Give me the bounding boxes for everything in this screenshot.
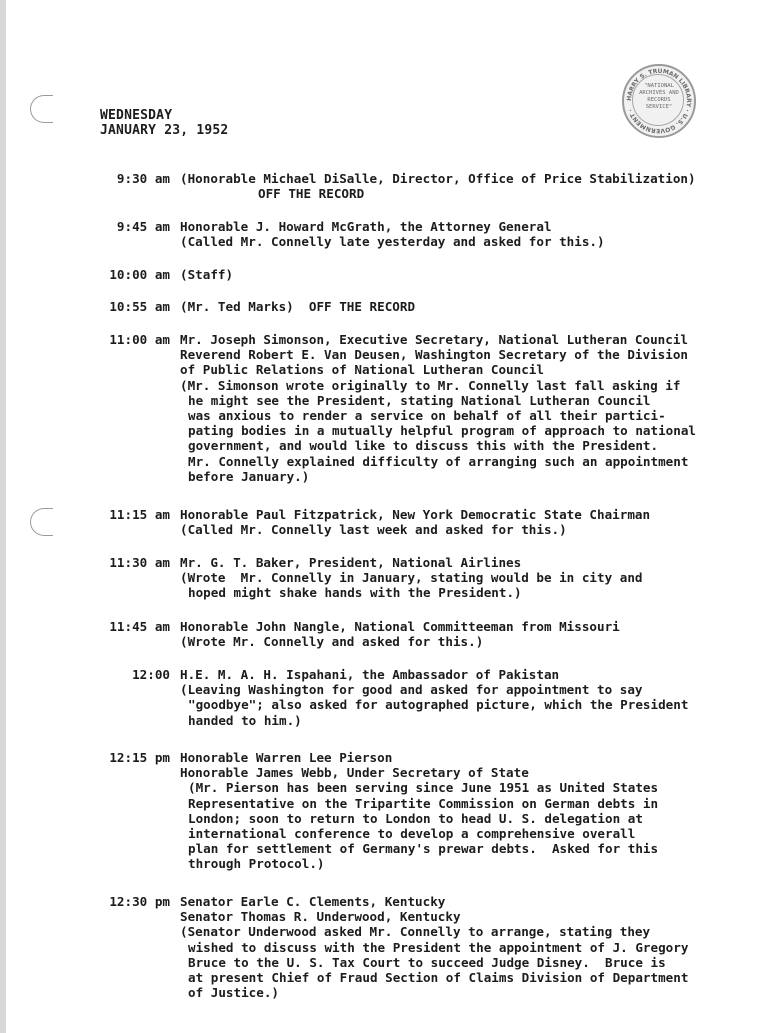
- entry-line: Mr. Connelly explained difficulty of arranging such an appointment: [188, 453, 689, 469]
- entry-line: (Staff): [180, 267, 234, 282]
- entry-line: (Wrote Mr. Connelly and asked for this.): [180, 634, 484, 650]
- entry-time: 9:45 am: [116, 219, 170, 234]
- page-edge: [0, 0, 6, 1033]
- entry-time: 9:30 am: [116, 171, 170, 186]
- entry-line: Mr. Joseph Simonson, Executive Secretary, National Lutheran Council: [180, 332, 688, 347]
- entry-line: Honorable Warren Lee Pierson: [180, 750, 393, 765]
- entry-line: wished to discuss with the President the appointment of J. Gregory: [188, 939, 689, 955]
- entry-time: 10:55 am: [109, 299, 170, 314]
- entry-time: 12:00: [132, 667, 170, 682]
- entry-line: (Mr. Simonson wrote originally to Mr. Connelly last fall asking if: [180, 377, 681, 393]
- entry-line: Honorable J. Howard McGrath, the Attorney General: [180, 219, 552, 234]
- entry-line: Bruce to the U. S. Tax Court to succeed Judge Disney. Bruce is: [188, 954, 666, 970]
- entry-line: at present Chief of Fraud Section of Claims Division of Department: [188, 970, 689, 986]
- entry-line: OFF THE RECORD: [258, 186, 365, 202]
- entry-line: Senator Thomas R. Underwood, Kentucky: [180, 909, 461, 925]
- header-day: WEDNESDAY: [100, 108, 173, 123]
- entry-time: 11:15 am: [109, 507, 170, 522]
- entry-line: hoped might shake hands with the President.): [188, 585, 522, 601]
- archive-stamp: [622, 64, 696, 138]
- entry-line: Honorable John Nangle, National Committeeman from Missouri: [180, 619, 620, 634]
- stamp-center-text: "NATIONAL ARCHIVES AND RECORDS SERVICE": [639, 83, 679, 110]
- entry-line: Representative on the Tripartite Commission on German debts in: [188, 795, 659, 811]
- entry-line: H.E. M. A. H. Ispahani, the Ambassador of Pakistan: [180, 667, 560, 682]
- entry-line: (Mr. Ted Marks) OFF THE RECORD: [180, 299, 416, 314]
- entry-line: Mr. G. T. Baker, President, National Airlines: [180, 555, 522, 570]
- entry-time: 10:00 am: [109, 267, 170, 282]
- entry-line: international conference to develop a comprehensive overall: [188, 826, 636, 842]
- entry-time: 12:15 pm: [109, 750, 170, 765]
- header-date: JANUARY 23, 1952: [100, 123, 229, 138]
- entry-line: (Called Mr. Connelly last week and asked for this.): [180, 522, 567, 538]
- entry-line: Reverend Robert E. Van Deusen, Washington Secretary of the Division: [180, 347, 688, 363]
- binder-hole-top: [30, 95, 53, 123]
- entry-line: before January.): [188, 468, 310, 484]
- binder-hole-middle: [30, 508, 53, 536]
- entry-line: (Called Mr. Connelly late yesterday and asked for this.): [180, 234, 605, 250]
- entry-line: of Justice.): [188, 985, 279, 1001]
- entry-line: government, and would like to discuss this with the President.: [188, 438, 659, 454]
- entry-line: (Honorable Michael DiSalle, Director, Office of Price Stabilization): [180, 171, 696, 186]
- entry-line: was anxious to render a service on behalf of all their partici-: [188, 408, 666, 424]
- entry-line: handed to him.): [188, 712, 302, 728]
- entry-line: (Senator Underwood asked Mr. Connelly to arrange, stating they: [180, 924, 651, 940]
- entry-line: Honorable Paul Fitzpatrick, New York Democratic State Chairman: [180, 507, 651, 522]
- entry-line: pating bodies in a mutually helpful program of approach to national: [188, 423, 696, 439]
- entry-line: "goodbye"; also asked for autographed picture, which the President: [188, 697, 689, 713]
- entry-time: 12:30 pm: [109, 894, 170, 909]
- entry-time: 11:45 am: [109, 619, 170, 634]
- entry-line: plan for settlement of Germany's prewar debts. Asked for this: [188, 841, 659, 857]
- entry-line: (Wrote Mr. Connelly in January, stating would be in city and: [180, 570, 643, 586]
- entry-line: (Leaving Washington for good and asked for appointment to say: [180, 682, 643, 698]
- entry-line: he might see the President, stating National Lutheran Council: [188, 392, 651, 408]
- stamp-ring-label: HARRY S. TRUMAN LIBRARY · U.S. GOVERNMENT ·: [625, 67, 693, 135]
- entry-line: London; soon to return to London to head U. S. delegation at: [188, 810, 643, 826]
- entry-line: of Public Relations of National Lutheran Council: [180, 362, 544, 378]
- entry-line: Senator Earle C. Clements, Kentucky: [180, 894, 446, 909]
- entry-time: 11:00 am: [109, 332, 170, 347]
- entry-time: 11:30 am: [109, 555, 170, 570]
- entry-line: Honorable James Webb, Under Secretary of State: [180, 765, 529, 781]
- entry-line: through Protocol.): [188, 856, 325, 872]
- entry-line: (Mr. Pierson has been serving since June 1951 as United States: [188, 780, 659, 796]
